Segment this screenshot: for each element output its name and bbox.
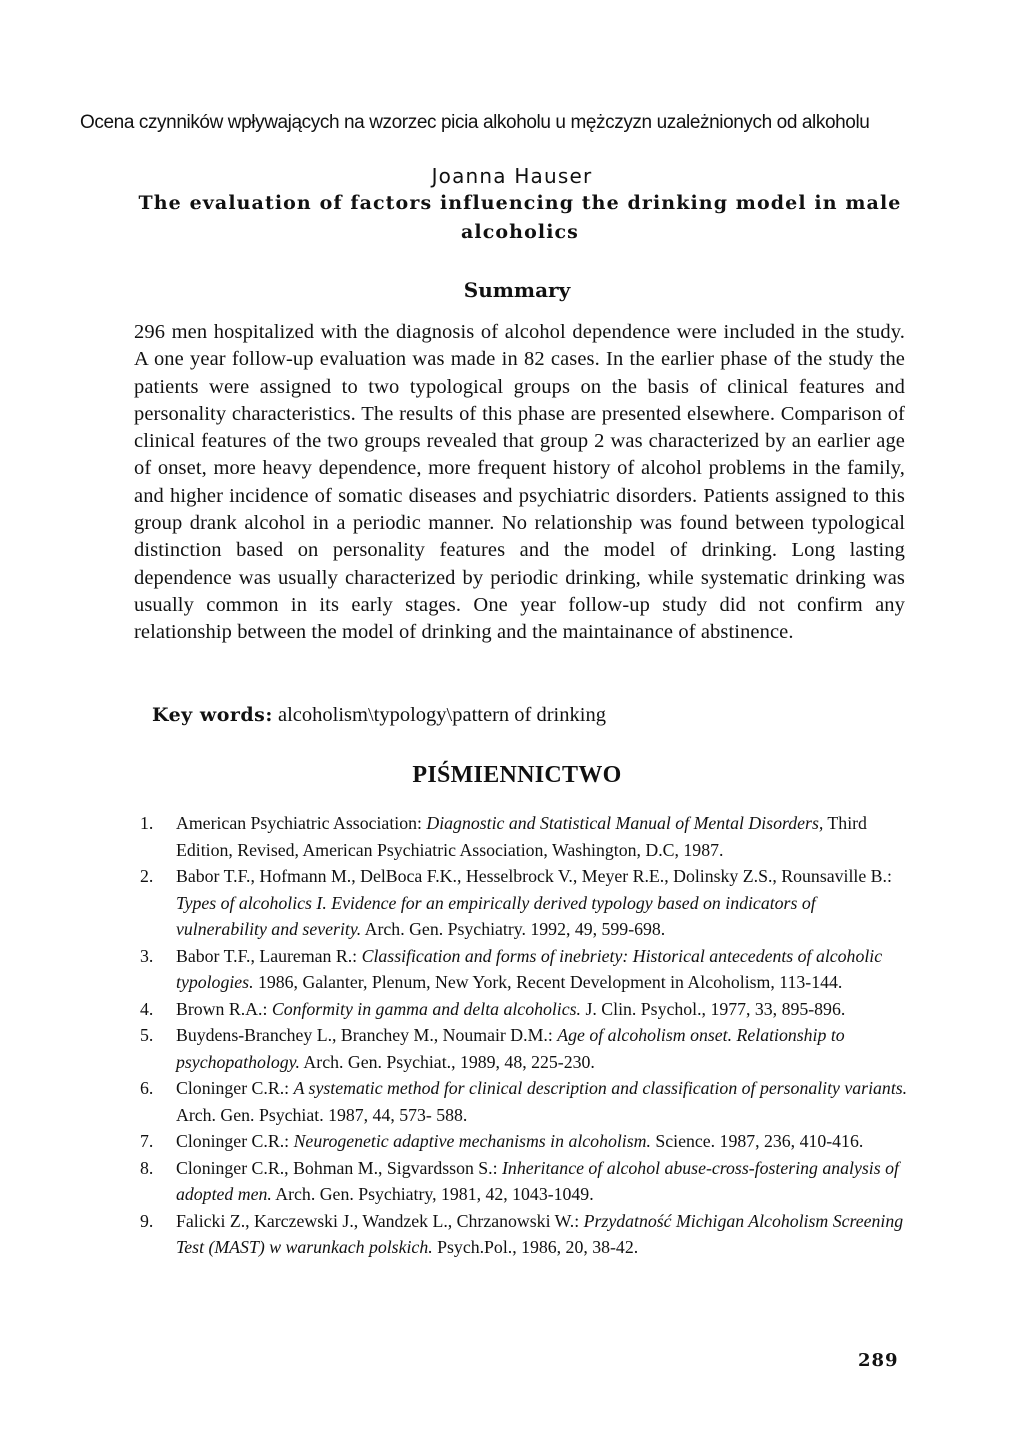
reference-number: 5. [140,1025,154,1045]
reference-number: 1. [140,813,154,833]
reference-source: J. Clin. Psychol., 1977, 33, 895-896. [581,998,846,1019]
summary-text: 296 men hospitalized with the diagnosis of alcohol dependence were included in the study. A one year follow-up evaluation was made in 82 cases. In the earlier phase of the study the patients were assigned to two typological groups on the basis of clinical features and personality characteristics. The results of this phase are presented elsewhere. Comparison of clinical features of the two groups revealed that group 2 was characterized by an earlier age of onset, more heavy dependence, more frequent history of alcohol problems in the family, and higher incidence of somatic diseases and psychiatric disorders. Patients assigned to this group drank alcohol in a periodic manner. No relationship was found between typological distinction based on personality features and the model of drinking. Long lasting dependence was usually characterized by periodic drinking, while systematic drinking was usually common in its early stages. One year follow-up study did not confirm any relationship between the model of drinking and the maintainance of abstinence. [134,321,905,644]
reference-authors: Cloninger C.R.: [176,1078,294,1098]
reference-source: Arch. Gen. Psychiat. 1987, 44, 573- 588. [176,1104,468,1125]
page-number: 289 [858,1350,899,1371]
reference-title: Diagnostic and Statistical Manual of Mental Disorders, [426,813,824,833]
reference-title: Types of alcoholics I. Evidence for an empirically derived typology based on indicators of vulnerability and severity. [176,892,816,939]
reference-number: 3. [140,945,154,966]
references-heading: PIŚMIENNICTWO [412,762,622,788]
reference-number: 9. [140,1210,154,1231]
reference-authors: Brown R.A.: [176,998,272,1019]
reference-source: Arch. Gen. Psychiatry. 1992, 49, 599-698. [361,919,666,939]
reference-source: Arch. Gen. Psychiat., 1989, 48, 225-230. [299,1051,595,1072]
reference-item [136,1022,908,1075]
reference-number: 8. [140,1157,154,1178]
reference-authors: Cloninger C.R.: [176,1131,294,1151]
reference-number: 7. [140,1131,154,1151]
reference-source: Psych.Pol., 1986, 20, 38-42. [432,1237,639,1257]
reference-number: 2. [140,866,154,886]
reference-title: Inheritance of alcohol abuse-cross-fostering analysis of adopted men. [176,1157,899,1204]
reference-source: Arch. Gen. Psychiatry, 1981, 42, 1043-1049. [271,1184,594,1204]
reference-title: Classification and forms of inebriety: Historical antecedents of alcoholic typologies. [176,945,883,992]
reference-item [136,1155,908,1208]
reference-authors: Buydens-Branchey L., Branchey M., Noumair D.M.: [176,1025,558,1045]
reference-authors: American Psychiatric Association: [176,813,427,833]
reference-item [136,1128,908,1155]
author-name: Joanna Hauser [431,164,593,188]
reference-item [136,863,908,943]
reference-source: Science. 1987, 236, 410-416. [650,1131,864,1151]
reference-item [136,810,908,863]
reference-authors: Babor T.F., Laureman R.: [176,945,362,966]
reference-title: Przydatność Michigan Alcoholism Screening Test (MAST) w warunkach polskich. [176,1210,904,1257]
reference-number: 6. [140,1078,154,1098]
reference-authors: Cloninger C.R., Bohman M., Sigvardsson S.: [176,1157,503,1178]
reference-item [136,943,908,996]
running-head: Ocena czynników wpływających na wzorzec picia alkoholu u mężczyzn uzależnionych od alkoholu [80,112,870,133]
reference-number: 4. [140,998,154,1019]
reference-authors: Babor T.F., Hofmann M., DelBoca F.K., Hesselbrock V., Meyer R.E., Dolinsky Z.S., Rounsaville B.: [176,866,892,886]
keywords-label: Key words: [152,704,273,726]
reference-item [136,1075,908,1128]
reference-title: A systematic method for clinical description and classification of personality variants. [293,1078,908,1098]
references-list [136,810,908,1261]
reference-title: Neurogenetic adaptive mechanisms in alcoholism. [293,1131,651,1151]
reference-title: Age of alcoholism onset. Relationship to psychopathology. [176,1025,845,1072]
reference-authors: Falicki Z., Karczewski J., Wandzek L., Chrzanowski W.: [176,1210,584,1231]
reference-item [136,1208,908,1261]
article-title: The evaluation of factors influencing the drinking model in male alcoholics [138,192,902,243]
keywords-line [152,704,912,727]
summary-heading: Summary [463,278,571,302]
reference-title: Conformity in gamma and delta alcoholics. [271,998,582,1019]
reference-source: 1986, Galanter, Plenum, New York, Recent Development in Alcoholism, 113-144. [253,972,843,992]
keywords-value: alcoholism\typology\pattern of drinking [278,704,606,726]
reference-item [136,996,908,1023]
reference-source: Third Edition, Revised, American Psychiatric Association, Washington, D.C, 1987. [176,813,867,860]
